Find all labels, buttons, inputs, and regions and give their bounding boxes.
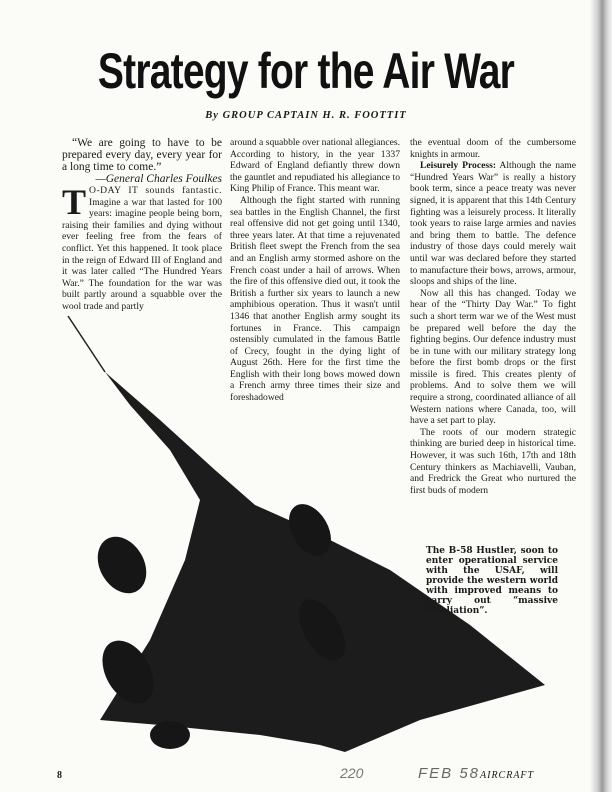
paragraph: The roots of our modern strategic thinking are buried deep in historical time. However, it was such 16th, 17th and 18th Century thinkers as Machiavelli, Vauban, and Fredrick the Great who nurtured the first buds of modern <box>410 426 576 496</box>
lead-in: O-DAY IT sounds fantastic. <box>89 185 222 196</box>
paragraph: the eventual doom of the cumbersome knights in armour. <box>410 137 576 160</box>
engine-pod <box>88 528 156 602</box>
paragraph <box>410 160 576 288</box>
page-number: 8 <box>57 770 62 781</box>
magazine-name: AIRCRAFT <box>480 770 535 781</box>
column-2 <box>230 137 400 404</box>
handwritten-number: 220 <box>340 765 364 781</box>
engine-pod <box>150 721 190 749</box>
drop-cap: T <box>62 182 87 222</box>
paragraph <box>62 182 222 313</box>
paragraph-text: Although the name “Hundred Years War” is really a history book term, since a peace treaty was never signed, it is apparent that this 14th Century fighting was a leisurely process. It literally took years to raise large armies and navies and bring them to battle. The defence industry of those days could merely wait until war was declared before they started to manufacture their bows, arrows, armour, sloops and ships of the line. <box>410 160 577 288</box>
column-3 <box>410 137 576 496</box>
pitot-probe <box>68 316 105 372</box>
subhead: Leisurely Process: <box>420 160 497 172</box>
paragraph: Although the fight started with running sea battles in the English Channel, the first real offensive did not get going until 1340, three years later. At that time a rejuvenated British fleet swept the French from the sea and an English army stormed ashore on the French coast under a hail of arrows. When the fire of this offensive died out, it took the British a further six years to launch a new amphibious operation. Thus it wasn't until 1346 that another English army sought its fortunes in France. This campaign ostensibly cumulated in the famous Battle of Crecy, fought in the dying light of August 26th. Here for the first time the English with their long bows mowed down a French army three times their size and foreshadowed <box>230 194 400 404</box>
column-1 <box>62 137 222 313</box>
paragraph: around a squabble over national allegiances. According to history, in the year 1337 Edward of England defiantly threw down the gauntlet and repudiated his allegiance to King Philip of France. This meant war. <box>230 137 400 195</box>
photo-caption: The B-58 Hustler, soon to enter operational service with the USAF, will provide the western world with improved means to carry out “massive retaliation”. <box>426 546 558 616</box>
pull-quote: “We are going to have to be prepared every day, every year for a long time to come.” <box>62 137 222 173</box>
handwritten-date: FEB 58 <box>418 765 481 782</box>
quote-attribution: —General Charles Foulkes <box>95 173 222 185</box>
article-title: Strategy for the Air War <box>97 43 515 99</box>
paragraph: Now all this has changed. Today we hear of the “Thirty Day War.” To fight such a short term war we of the West must be prepared well before the day the fighting begins. Our defence industry must be in tune with our military strategy long before the first bomb drops or the first missile is fired. This creates plenty of problems. And to solve them we will require a strong, coordinated alliance of all Western nations where Canada, too, will have a set part to play. <box>410 287 576 427</box>
byline: By GROUP CAPTAIN H. R. FOOTTIT <box>205 110 407 121</box>
paragraph-text: Imagine a war that lasted for 100 years: imagine people being born, raising their families and dying without ever feeling free from the fears of conflict. Yet this happened. It took place in the reign of Edward III of England and it was later called “The Hundred Years War.” The foundation for the war was built partly around a squabble over the wool trade and partly <box>62 196 222 312</box>
